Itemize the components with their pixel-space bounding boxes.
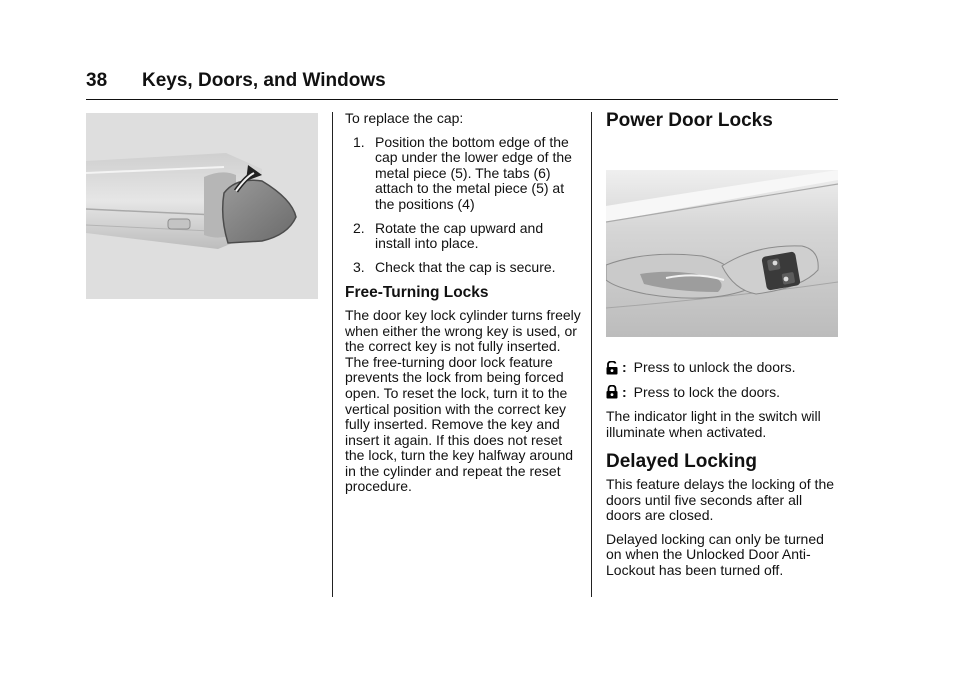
free-turning-heading: Free-Turning Locks (345, 284, 489, 302)
unlock-colon: : (622, 359, 627, 375)
section-title: Keys, Doors, and Windows (142, 70, 386, 91)
step-number: 2. (353, 219, 365, 236)
replace-cap-steps (345, 135, 581, 276)
step-item (345, 260, 581, 276)
lock-description: Press to lock the doors. (633, 383, 780, 400)
door-handle-cap-illustration (86, 113, 318, 299)
step-item (345, 221, 581, 252)
page-header (86, 70, 838, 100)
page-number: 38 (86, 70, 108, 91)
header-rule (86, 99, 838, 100)
delayed-locking-heading: Delayed Locking (606, 451, 757, 473)
unlock-description: Press to unlock the doors. (633, 359, 796, 375)
unlock-line (606, 360, 840, 376)
power-door-locks-heading: Power Door Locks (606, 110, 773, 131)
step-number: 3. (353, 258, 365, 275)
free-turning-body: The door key lock cylinder turns freely when either the wrong key is used, or the correct key is not fully inserted. The free-turning door lock feature prevents the lock from being forced open. To reset the lock, turn it to the vertical position with the correct key fully inserted. Remove the key and insert it again. If this does not reset the lock, turn the key halfway around in the cylinder and repeat the reset procedure. (345, 306, 581, 495)
delayed-locking-p1: This feature delays the locking of the doors until five seconds after all doors are closed. (606, 475, 835, 524)
indicator-light-text: The indicator light in the switch will illuminate when activated. (606, 408, 821, 440)
step-text: Rotate the cap upward and install into place. (375, 219, 544, 252)
replace-cap-intro: To replace the cap: (345, 110, 464, 126)
step-number: 1. (353, 133, 365, 150)
step-item (345, 135, 581, 213)
lock-line (606, 385, 840, 401)
lock-icon (606, 385, 618, 399)
door-lock-switch-illustration (606, 170, 838, 337)
lock-colon: : (622, 383, 627, 400)
column-divider-left (332, 112, 333, 597)
column-divider-right (591, 112, 592, 597)
step-text: Check that the cap is secure. (375, 258, 556, 275)
delayed-locking-p2: Delayed locking can only be turned on when the Unlocked Door Anti-Lockout has been turned off. (606, 530, 824, 578)
unlock-icon (606, 361, 618, 375)
step-text: Position the bottom edge of the cap under the lower edge of the metal piece (5). The tabs (6) attach to the metal piece (5) at the positions (4) (375, 133, 572, 212)
middle-column (345, 111, 581, 495)
right-column-lower (606, 360, 840, 579)
right-column (606, 110, 840, 131)
